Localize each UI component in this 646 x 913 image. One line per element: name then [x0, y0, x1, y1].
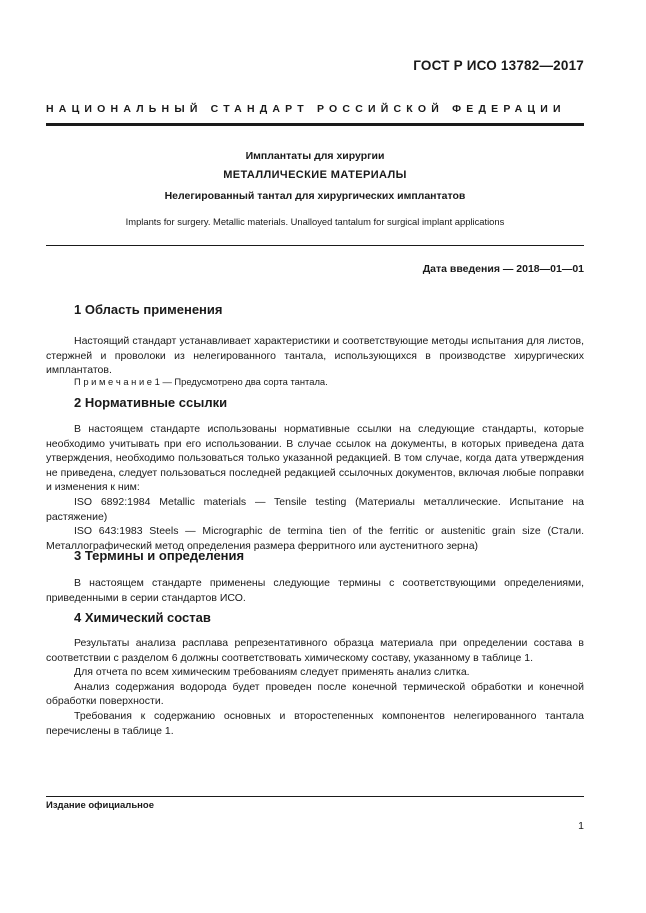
title-line-3: Нелегированный тантал для хирургических имплантатов: [164, 190, 466, 202]
section-4-body: [46, 636, 584, 738]
section-1-heading: 1 Область применения: [74, 302, 223, 317]
title-english: Implants for surgery. Metallic materials. Unalloyed tantalum for surgical implant applications: [125, 216, 505, 227]
title-line-2: МЕТАЛЛИЧЕСКИЕ МАТЕРИАЛЫ: [223, 169, 407, 181]
section-4-heading: 4 Химический состав: [74, 610, 211, 625]
national-standard-heading: НАЦИОНАЛЬНЫЙ СТАНДАРТ РОССИЙСКОЙ ФЕДЕРАЦИИ: [46, 103, 566, 115]
paragraph: В настоящем стандарте использованы нормативные ссылки на следующие стандарты, которые необходимо учитывать при его использовании. В случае ссылок на документы, в которых приведена дата утверждения, необходимо пользоваться только указанной редакцией. В том случае, когда дата утверждения не приведена, следует пользоваться последней редакцией ссылочных документов, включая любые поправки и изменения к ним:: [46, 423, 584, 494]
section-3-heading: 3 Термины и определения: [74, 548, 245, 563]
paragraph: Анализ содержания водорода будет проведен после конечной термической обработки и конечной обработки поверхности.: [46, 680, 584, 708]
header-divider: [46, 123, 584, 126]
introduction-date: Дата введения — 2018—01—01: [422, 263, 584, 275]
page-number: 1: [578, 820, 584, 832]
reference-iso-643: ISO 643:1983 Steels — Micrographic de termina tien of the ferritic or austenitic grain size (Стали. Металлографический метод определения размера ферритного или аустенитного зерна): [46, 525, 584, 552]
paragraph: Требования к содержанию основных и второстепенных компонентов нелегированного тантала перечислены в таблице 1.: [46, 709, 584, 737]
section-1-body: [46, 334, 584, 378]
paragraph: Для отчета по всем химическим требованиям следует применять анализ слитка.: [74, 666, 470, 679]
document-code: ГОСТ Р ИСО 13782—2017: [413, 58, 584, 73]
title-line-1: Имплантаты для хирургии: [245, 150, 385, 162]
reference-iso-6892: ISO 6892:1984 Metallic materials — Tensile testing (Материалы металлические. Испытание на растяжение): [46, 495, 584, 523]
paragraph: Настоящий стандарт устанавливает характеристики и соответствующие методы испытания для листов, стержней и проволоки из нелегированного тантала, использующихся в производстве хирургических имплантатов.: [46, 335, 584, 377]
paragraph: В настоящем стандарте применены следующие термины с соответствующими определениями, приведенными в серии стандартов ИСО.: [46, 577, 584, 604]
section-3-body: [46, 576, 584, 605]
paragraph: Результаты анализа расплава репрезентативного образца материала при определении состава в соответствии с разделом 6 должны соответствовать химическому составу, указанному в таблице 1.: [46, 637, 584, 664]
section-2-heading: 2 Нормативные ссылки: [74, 395, 228, 410]
date-divider: [46, 245, 584, 246]
section-1-note: П р и м е ч а н и е 1 — Предусмотрено два сорта тантала.: [74, 376, 328, 387]
section-2-body: [46, 422, 584, 553]
edition-label: Издание официальное: [46, 800, 154, 811]
footer-divider: [46, 796, 584, 797]
